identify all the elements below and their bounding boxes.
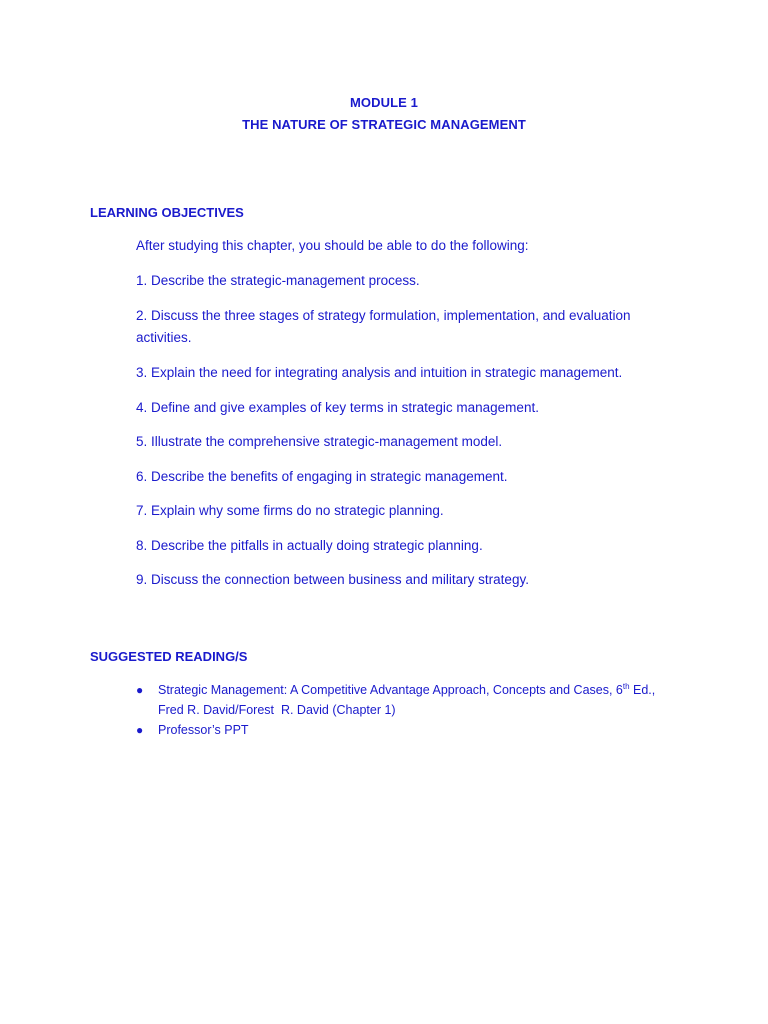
edition-superscript: th — [622, 681, 630, 691]
module-title: THE NATURE OF STRATEGIC MANAGEMENT — [242, 117, 526, 132]
reading-list — [136, 680, 676, 740]
objective-item-6: 6. Describe the benefits of engaging in strategic management. — [136, 469, 508, 484]
bullet-icon: ● — [136, 723, 144, 737]
book-title: Strategic Management: A Competitive Advantage Approach, Concepts and Cases, 6 — [158, 683, 623, 697]
objective-item-1: 1. Describe the strategic-management process. — [136, 273, 420, 288]
objective-item-2: 2. Discuss the three stages of strategy formulation, implementation, and evaluation activities. — [136, 308, 631, 345]
objectives-intro: After studying this chapter, you should be able to do the following: — [136, 238, 529, 253]
objective-item-5: 5. Illustrate the comprehensive strategic-management model. — [136, 434, 503, 449]
book-authors: Fred R. David/Forest R. David (Chapter 1) — [158, 703, 396, 717]
objective-item-8: 8. Describe the pitfalls in actually doing strategic planning. — [136, 538, 483, 553]
edition-suffix: Ed., — [629, 683, 656, 697]
module-number: MODULE 1 — [350, 95, 418, 110]
ppt-label: Professor’s PPT — [158, 723, 249, 737]
reading-item-book — [136, 680, 676, 720]
objective-item-7: 7. Explain why some firms do no strategic planning. — [136, 503, 444, 518]
reading-item-ppt — [136, 720, 676, 740]
objective-item-9: 9. Discuss the connection between business and military strategy. — [136, 572, 529, 587]
bullet-icon: ● — [136, 683, 144, 697]
objective-item-4: 4. Define and give examples of key terms in strategic management. — [136, 400, 539, 415]
suggested-reading-heading: SUGGESTED READING/S — [90, 649, 248, 664]
learning-objectives-heading: LEARNING OBJECTIVES — [90, 205, 244, 220]
objective-item-3: 3. Explain the need for integrating analysis and intuition in strategic management. — [136, 365, 623, 380]
